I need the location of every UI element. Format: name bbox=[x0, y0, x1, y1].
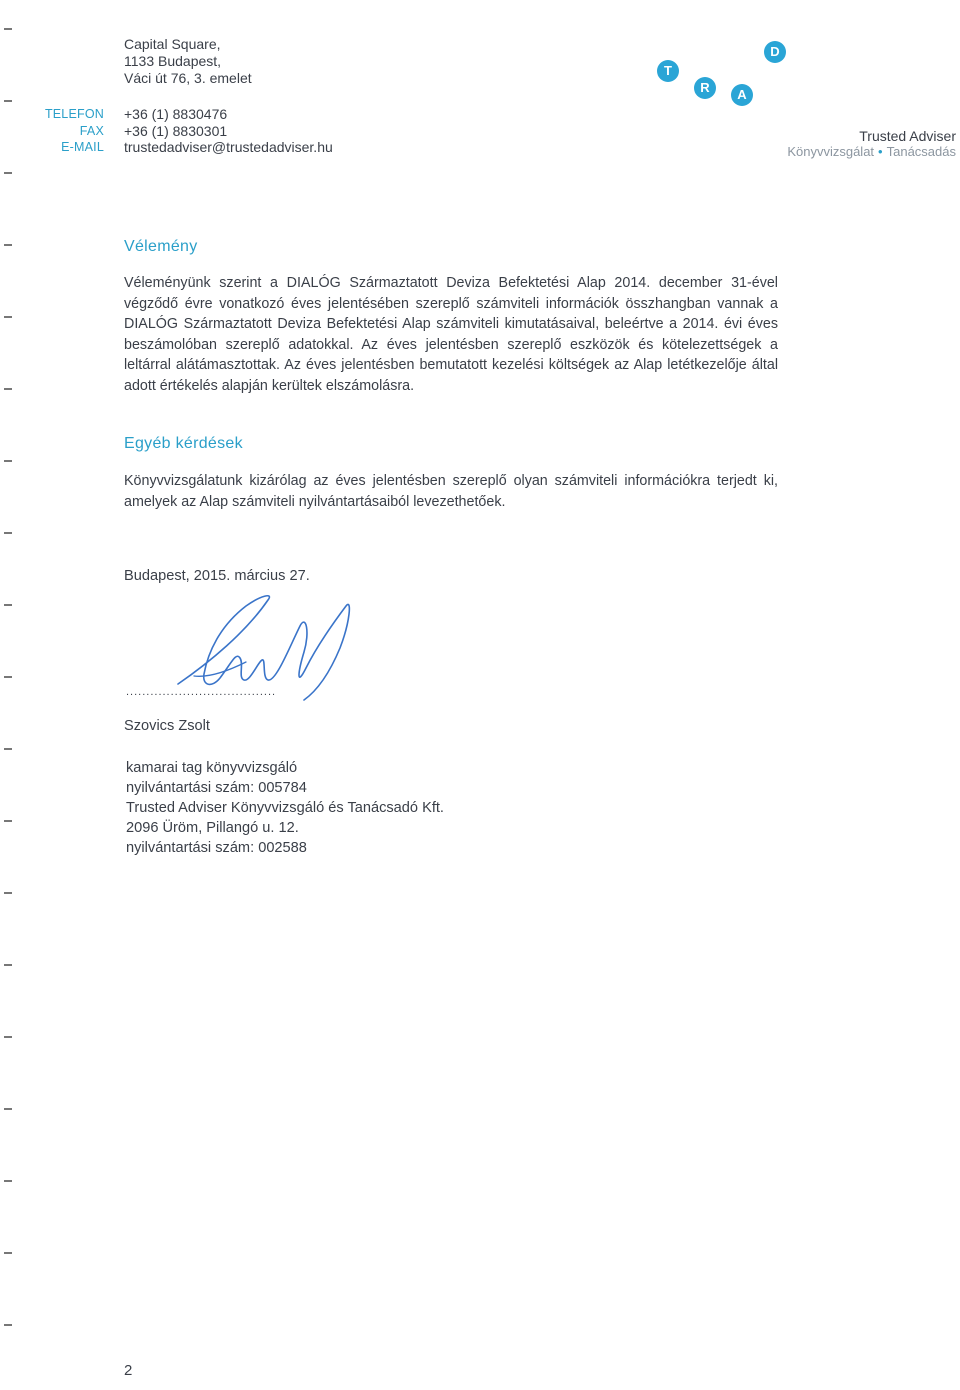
margin-tick bbox=[4, 676, 12, 678]
phone-label: TELEFON bbox=[44, 107, 104, 121]
brand-name: Trusted Adviser bbox=[859, 128, 956, 144]
address-line: Váci út 76, 3. emelet bbox=[124, 70, 252, 86]
signatory-name: Szovics Zsolt bbox=[124, 718, 210, 734]
brand-tagline bbox=[787, 144, 956, 160]
brand-tagline-left: Könyvvizsgálat bbox=[787, 144, 875, 159]
address-line: Capital Square, bbox=[124, 36, 221, 52]
signatory-title: kamarai tag könyvvizsgáló bbox=[126, 760, 298, 776]
firm-registration: nyilvántartási szám: 002588 bbox=[126, 840, 307, 856]
margin-tick bbox=[4, 316, 12, 318]
signatory-registration: nyilvántartási szám: 005784 bbox=[126, 780, 307, 796]
margin-tick bbox=[4, 388, 12, 390]
brand-tagline-right: Tanácsadás bbox=[886, 144, 956, 159]
fax-value: +36 (1) 8830301 bbox=[124, 122, 228, 139]
margin-tick bbox=[4, 172, 12, 174]
company-address bbox=[124, 36, 252, 87]
address-line: 1133 Budapest, bbox=[124, 53, 222, 69]
logo-letter-t: T bbox=[657, 60, 679, 82]
firm-name: Trusted Adviser Könyvvizsgáló és Tanácsadó Kft. bbox=[126, 800, 444, 816]
margin-tick bbox=[4, 460, 12, 462]
other-matters-paragraph: Könyvvizsgálatunk kizárólag az éves jelentésben szereplő olyan számviteli információkra terjedt ki, amelyek az Alap számviteli nyilvántartásaiból levezethetőek. bbox=[124, 473, 778, 510]
brand-tagline-separator: • bbox=[878, 144, 883, 159]
contact-values bbox=[124, 106, 333, 156]
margin-tick bbox=[4, 820, 12, 822]
margin-tick bbox=[4, 1108, 12, 1110]
margin-tick bbox=[4, 1324, 12, 1326]
place-date: Budapest, 2015. március 27. bbox=[124, 568, 310, 584]
logo-letter-r: R bbox=[694, 77, 716, 99]
contact-labels bbox=[40, 106, 104, 156]
margin-tick bbox=[4, 604, 12, 606]
signatory-details bbox=[126, 758, 444, 858]
margin-tick bbox=[4, 1252, 12, 1254]
fax-label: FAX bbox=[79, 123, 104, 138]
margin-tick bbox=[4, 532, 12, 534]
email-label: E-MAIL bbox=[61, 140, 104, 154]
margin-tick bbox=[4, 244, 12, 246]
phone-value: +36 (1) 8830476 bbox=[124, 106, 228, 122]
logo-letter-d: D bbox=[764, 41, 786, 63]
page-number: 2 bbox=[124, 1362, 133, 1379]
logo-letter-a: A bbox=[731, 84, 753, 106]
margin-tick bbox=[4, 892, 12, 894]
margin-tick bbox=[4, 1036, 12, 1038]
margin-tick bbox=[4, 100, 12, 102]
email-value: trustedadviser@trustedadviser.hu bbox=[124, 139, 333, 155]
opinion-heading: Vélemény bbox=[124, 238, 198, 255]
brand-block bbox=[787, 128, 956, 160]
other-matters-heading: Egyéb kérdések bbox=[124, 435, 243, 452]
margin-tick bbox=[4, 964, 12, 966]
margin-tick bbox=[4, 28, 12, 30]
firm-address: 2096 Üröm, Pillangó u. 12. bbox=[126, 820, 299, 836]
signature-line: ..................................... bbox=[126, 686, 277, 698]
margin-tick bbox=[4, 1180, 12, 1182]
opinion-paragraph: Véleményünk szerint a DIALÓG Származtatott Deviza Befektetési Alap 2014. december 31-ével végződő évre vonatkozó éves jelentésében szereplő számviteli információk összhangban vannak a DIALÓG Származtatott Deviza Befektetési Alap számviteli kimutatásaival, beleértve a 2014. évi éves beszámolóban szereplő adatokkal. Az éves jelentésben szereplő eszközök és kötelezettségek a leltárral alátámasztottak. Az éves jelentésben bemutatott kezelési költségek az Alap letétkezelője által adott értékelés alapján kerültek elszámolásra. bbox=[124, 275, 778, 394]
margin-tick bbox=[4, 748, 12, 750]
